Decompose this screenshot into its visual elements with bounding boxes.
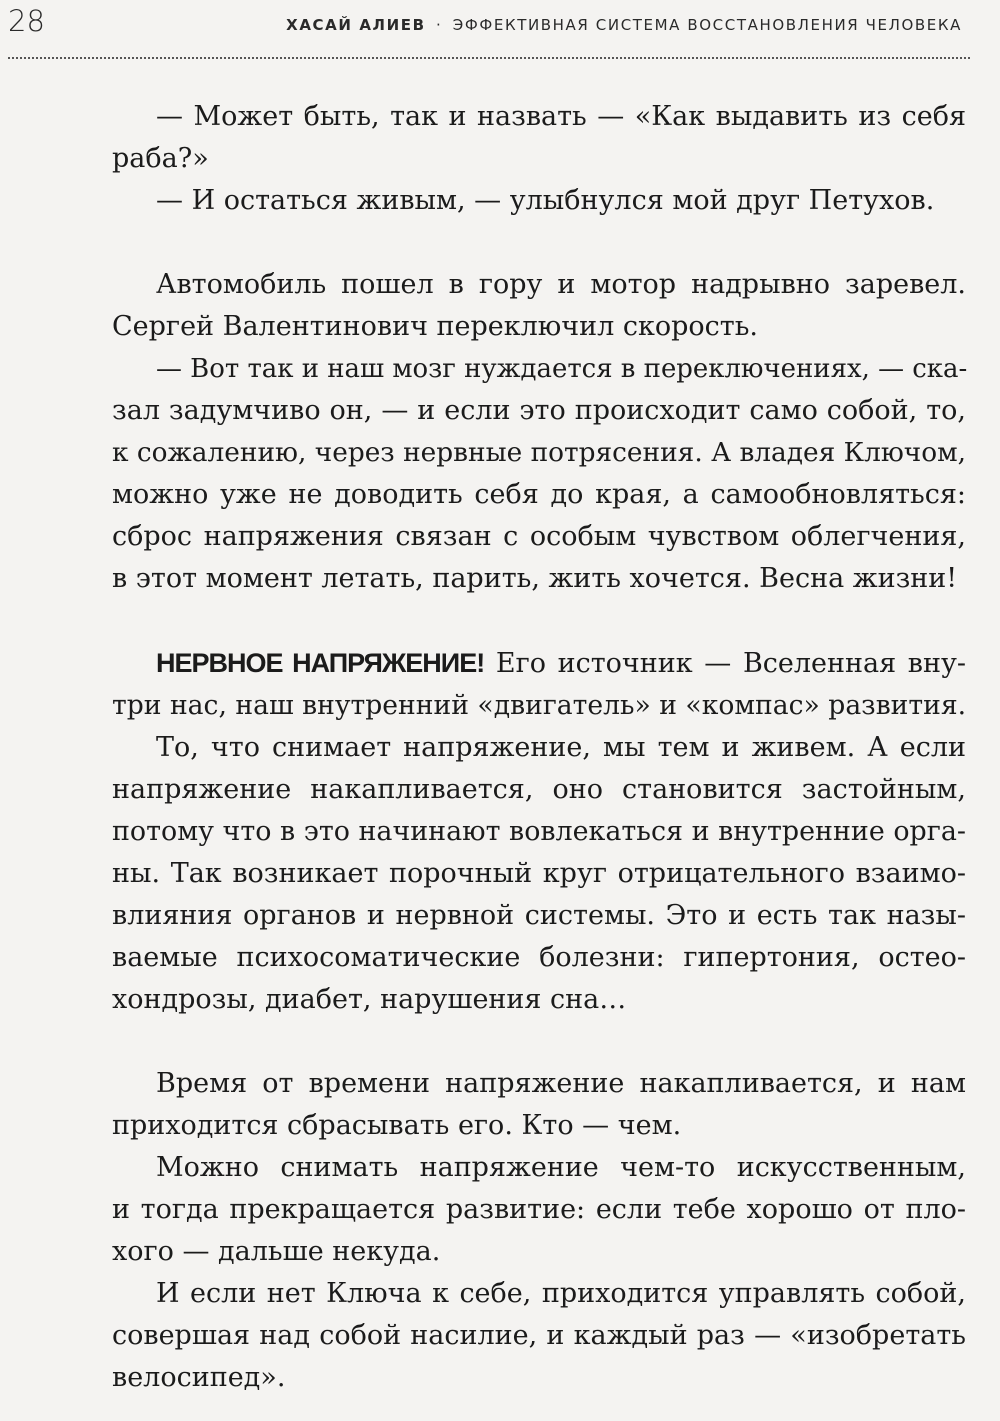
text-line: [112, 642, 966, 685]
text-line: три нас, наш внутренний «двигатель» и «компас» развития.: [112, 690, 967, 721]
paragraph: [112, 348, 966, 600]
page-number: 28: [8, 4, 45, 38]
text-line: хондрозы, диабет, нарушения сна…: [112, 984, 627, 1015]
text-line: к сожалению, через нервные потрясения. А владея Ключом,: [112, 438, 966, 468]
text-line: — И остаться живым, — улыбнулся мой друг Петухов.: [156, 185, 935, 216]
header-separator: ·: [436, 16, 443, 34]
text-line: влияния органов и нервной системы. Это и есть так назы-: [112, 900, 966, 931]
text-line: напряжение накапливается, оно становится застойным,: [112, 774, 966, 805]
text-line: Сергей Валентинович переключил скорость.: [112, 311, 758, 342]
running-header: [0, 0, 1000, 62]
text-line: Можно снимать напряжение чем-то искусственным,: [156, 1152, 966, 1183]
text-line: потому что в это начинают вовлекаться и внутренние орга-: [112, 816, 966, 847]
text-line: приходится сбрасывать его. Кто — чем.: [112, 1110, 682, 1141]
text-line: — Вот так и наш мозг нуждается в переключениях, — ска-: [156, 354, 968, 384]
text-line: И если нет Ключа к себе, приходится управлять собой,: [156, 1278, 966, 1309]
paragraph: [112, 727, 966, 1021]
text-line: велосипед».: [112, 1362, 286, 1393]
text-line: совершая над собой насилие, и каждый раз — «изобретать: [112, 1320, 966, 1351]
text-line: зал задумчиво он, — и если это происходит само собой, то,: [112, 395, 966, 426]
running-title: [286, 16, 962, 34]
text-line: сброс напряжения связан с особым чувством облегчения,: [112, 521, 966, 552]
page-body: [112, 96, 966, 1399]
paragraph: [112, 264, 966, 348]
text-line: можно уже не доводить себя до края, а самообновляться:: [112, 479, 966, 510]
author-name: ХАСАЙ АЛИЕВ: [286, 16, 426, 34]
paragraph: [112, 1147, 966, 1273]
text-line: Время от времени напряжение накапливается, и нам: [156, 1068, 966, 1099]
text-line: ваемые психосоматические болезни: гипертония, остео-: [112, 942, 966, 973]
paragraph: [112, 1273, 966, 1399]
paragraph: [112, 1063, 966, 1147]
text-line: Автомобиль пошел в гору и мотор надрывно заревел.: [156, 269, 966, 300]
text-line: То, что снимает напряжение, мы тем и живем. А если: [156, 732, 966, 763]
paragraph: [112, 642, 966, 727]
text-line: в этот момент летать, парить, жить хочется. Весна жизни!: [112, 563, 958, 594]
dotted-rule: [8, 57, 970, 59]
text-line: и тогда прекращается развитие: если тебе хорошо от пло-: [112, 1194, 966, 1225]
text-line: — Может быть, так и назвать — «Как выдавить из себя: [156, 101, 966, 132]
heading-continuation: Его источник — Вселенная вну-: [484, 648, 966, 679]
paragraph: [112, 96, 966, 180]
paragraph: [112, 180, 966, 222]
book-title: ЭФФЕКТИВНАЯ СИСТЕМА ВОССТАНОВЛЕНИЯ ЧЕЛОВЕКА: [452, 16, 962, 34]
text-line: раба?»: [112, 143, 209, 174]
section-heading: НЕРВНОЕ НАПРЯЖЕНИЕ!: [156, 648, 485, 678]
text-line: хого — дальше некуда.: [112, 1236, 441, 1267]
text-line: ны. Так возникает порочный круг отрицательного взаимо-: [112, 858, 966, 889]
